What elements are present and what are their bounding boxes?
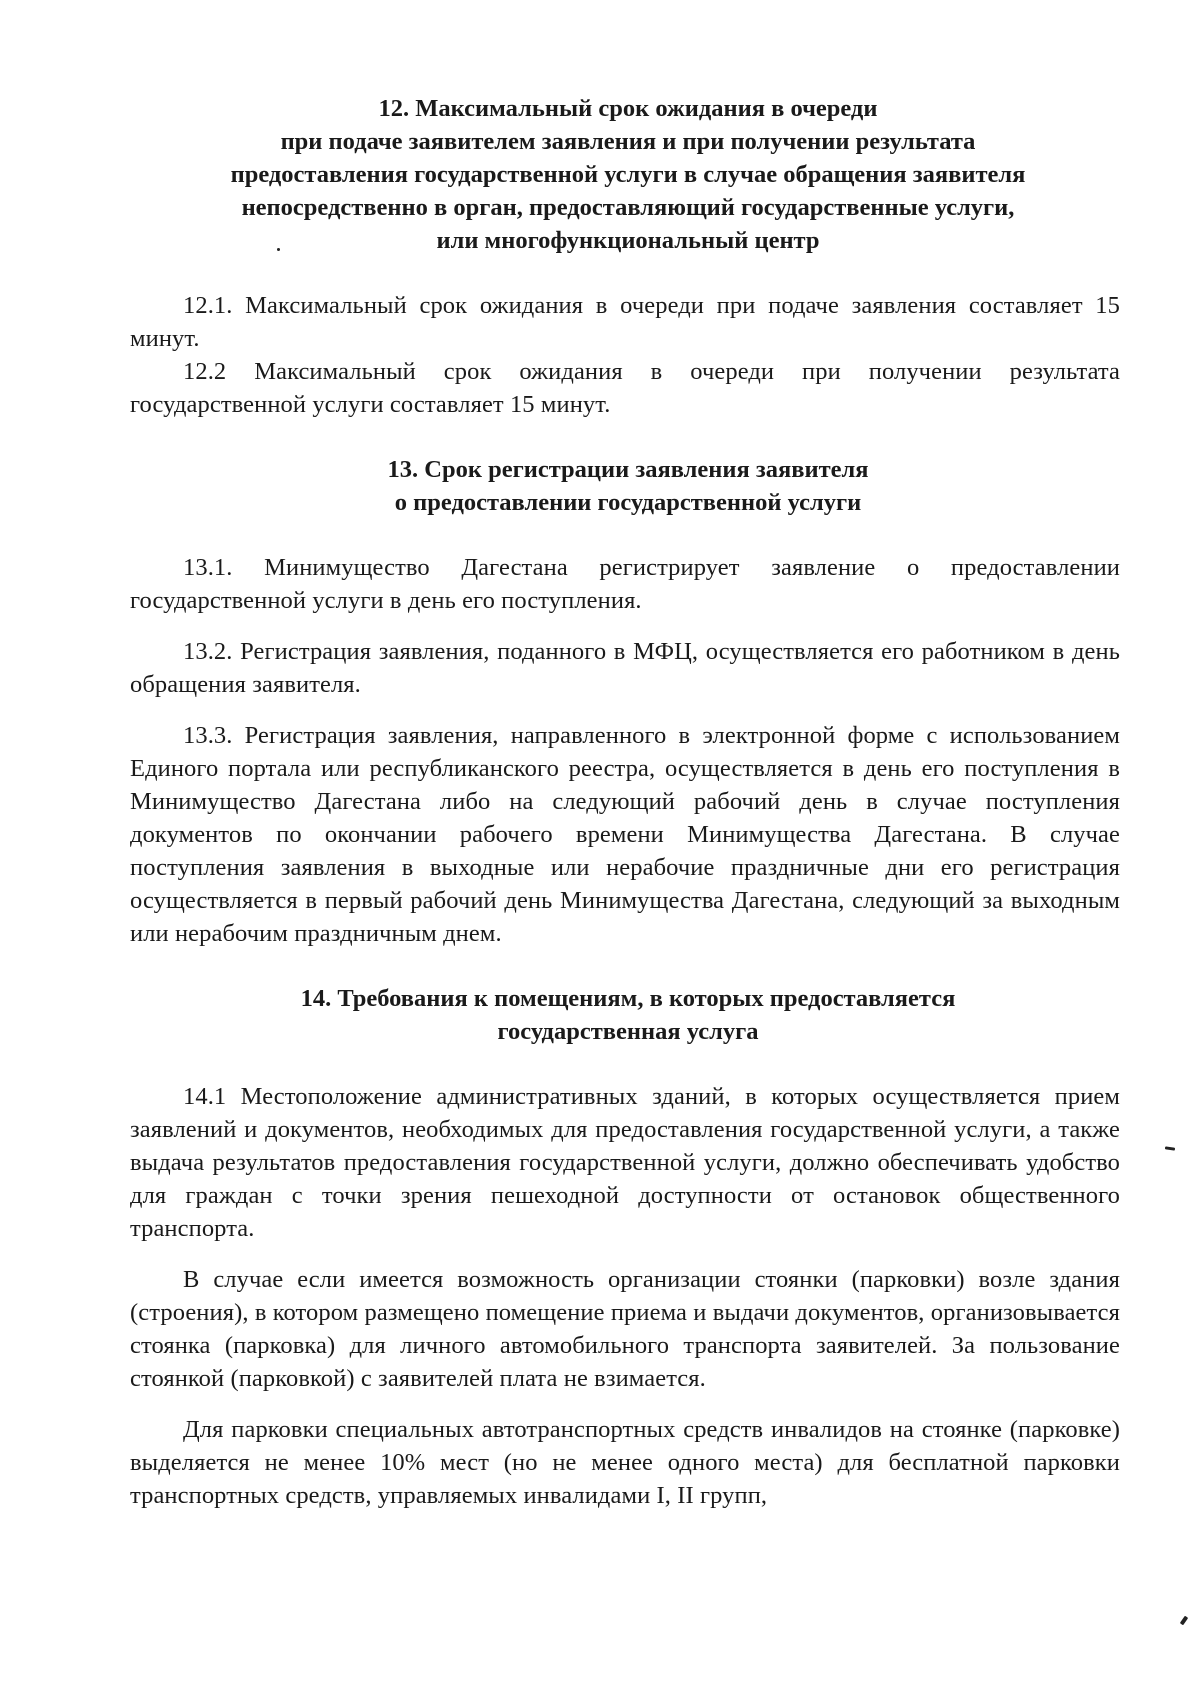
heading-line: 12. Максимальный срок ожидания в очереди — [378, 95, 878, 122]
paragraph-12-1: 12.1. Максимальный срок ожидания в очереди при подаче заявления составляет 15 минут. — [130, 292, 1120, 352]
heading-line: или многофункциональный центр — [436, 227, 820, 254]
paragraph-14-2: В случае если имеется возможность организации стоянки (парковки) возле здания (строения), в котором размещено помещение приема и выдачи документов, организовывается стоянка (парковка) для личного автомобильного транспорта заявителей. За пользование стоянкой (парковкой) с заявителей плата не взимается. — [130, 1266, 1120, 1392]
paragraph-14-1: 14.1 Местоположение административных зданий, в которых осуществляется прием заявлений и документов, необходимых для предоставления государственной услуги, а также выдача результатов предоставления государственной услуги, должно обеспечивать удобство для граждан с точки зрения пешеходной доступности от остановок общественного транспорта. — [130, 1083, 1120, 1242]
paragraph-13-2: 13.2. Регистрация заявления, поданного в МФЦ, осуществляется его работником в день обращения заявителя. — [130, 638, 1120, 698]
section-13-heading — [130, 453, 1120, 519]
paragraph-14-3: Для парковки специальных автотранспортных средств инвалидов на стоянке (парковке) выделяется не менее 10% мест (но не менее одного места) для бесплатной парковки транспортных средств, управляемых инвалидами I, II групп, — [130, 1416, 1120, 1509]
section-12-heading — [130, 92, 1120, 257]
heading-line: о предоставлении государственной услуги — [394, 489, 862, 516]
heading-line: при подаче заявителем заявления и при получении результата — [280, 128, 976, 155]
heading-line: государственная услуга — [497, 1018, 759, 1045]
paragraph-13-1: 13.1. Минимущество Дагестана регистрирует заявление о предоставлении государственной услуги в день его поступления. — [130, 554, 1120, 614]
paragraph-12-2: 12.2 Максимальный срок ожидания в очереди при получении результата государственной услуги составляет 15 минут. — [130, 358, 1120, 418]
heading-line: непосредственно в орган, предоставляющий государственные услуги, — [241, 194, 1015, 221]
section-14-heading — [130, 982, 1120, 1048]
scan-dot-mark — [277, 248, 280, 251]
heading-line: 14. Требования к помещениям, в которых предоставляется — [300, 985, 956, 1012]
paragraph-13-3: 13.3. Регистрация заявления, направленного в электронной форме с использованием Единого портала или республиканского реестра, осуществляется в день его поступления в Минимущество Дагестана либо на следующий рабочий день в случае поступления документов по окончании рабочего времени Минимущества Дагестана. В случае поступления заявления в выходные или нерабочие праздничные дни его регистрация осуществляется в первый рабочий день Минимущества Дагестана, следующий за выходным или нерабочим праздничным днем. — [130, 722, 1120, 947]
heading-line: предоставления государственной услуги в случае обращения заявителя — [230, 161, 1026, 188]
heading-line: 13. Срок регистрации заявления заявителя — [387, 456, 869, 483]
